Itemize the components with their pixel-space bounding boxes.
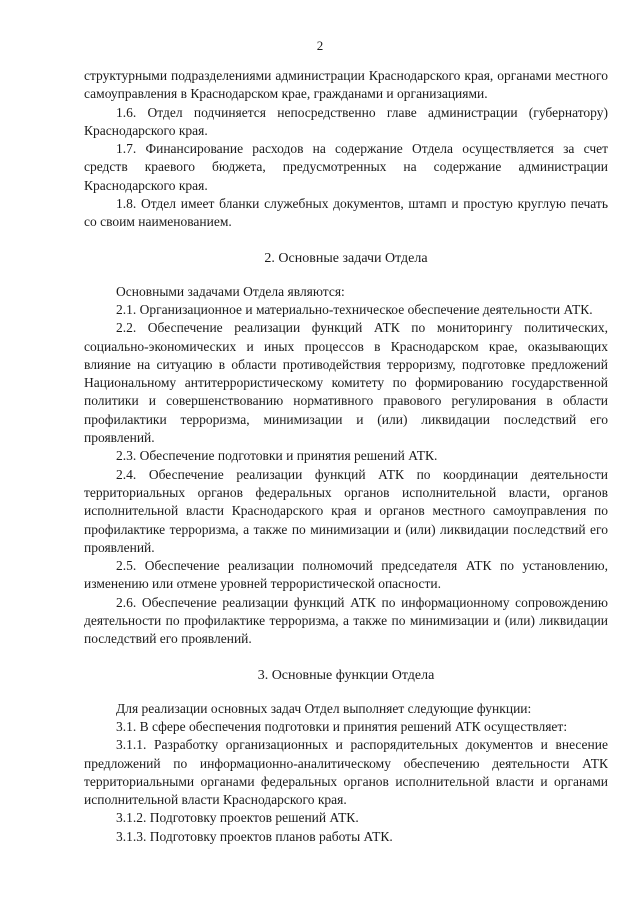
paragraph: 1.7. Финансирование расходов на содержание Отдела осуществляется за счет средств краевого бюджета, предусмотренных на содержание администрации Краснодарского края. <box>84 141 608 193</box>
paragraph: 3.1.3. Подготовку проектов планов работы АТК. <box>116 828 393 844</box>
paragraph: Для реализации основных задач Отдел выполняет следующие функции: <box>116 700 532 716</box>
paragraph: 3.1.1. Разработку организационных и распорядительных документов и внесение предложений по информационно-аналитическому обеспечению деятельности АТК территориальными органами федеральных органов исполнительной власти и органами исполнительной власти Краснодарского края. <box>84 737 608 808</box>
paragraph: 1.6. Отдел подчиняется непосредственно главе администрации (губернатору) Краснодарского края. <box>84 104 608 138</box>
paragraph: 2.2. Обеспечение реализации функций АТК по мониторингу политических, социально-экономических и иных процессов в Краснодарском крае, оказывающих влияние на ситуацию в области противодействия терроризму, подготовке предложений Национальному антитеррористическому комитету по формированию государственной политики и совершенствованию нормативного правового регулирования в области профилактики терроризма, минимизации и (или) ликвидации последствий его проявлений. <box>84 320 608 446</box>
document-body <box>84 67 608 846</box>
paragraph: 2.1. Организационное и материально-техническое обеспечение деятельности АТК. <box>116 301 593 317</box>
paragraph: структурными подразделениями администрации Краснодарского края, органами местного самоуправления в Краснодарском крае, гражданами и организациями. <box>84 68 608 102</box>
section-heading: 3. Основные функции Отдела <box>257 667 435 683</box>
paragraph: Основными задачами Отдела являются: <box>116 283 345 299</box>
paragraph: 2.3. Обеспечение подготовки и принятия решений АТК. <box>116 448 438 464</box>
paragraph: 2.5. Обеспечение реализации полномочий председателя АТК по установлению, изменению или отмене уровней террористической опасности. <box>84 558 608 592</box>
paragraph: 3.1. В сфере обеспечения подготовки и принятия решений АТК осуществляет: <box>116 718 568 734</box>
section-heading: 2. Основные задачи Отдела <box>264 250 428 266</box>
page-number: 2 <box>316 38 324 53</box>
paragraph: 2.4. Обеспечение реализации функций АТК по координации деятельности территориальных органов федеральных органов исполнительной власти, органов исполнительной власти Краснодарского края и органов местного самоуправления по профилактике терроризма, а также по минимизации и (или) ликвидации последствий его проявлений. <box>84 466 608 555</box>
paragraph: 3.1.2. Подготовку проектов решений АТК. <box>116 810 359 826</box>
paragraph: 1.8. Отдел имеет бланки служебных документов, штамп и простую круглую печать со своим наименованием. <box>84 196 608 230</box>
paragraph: 2.6. Обеспечение реализации функций АТК по информационному сопровождению деятельности по профилактике терроризма, а также по минимизации и (или) ликвидации последствий его проявлений. <box>84 594 608 647</box>
